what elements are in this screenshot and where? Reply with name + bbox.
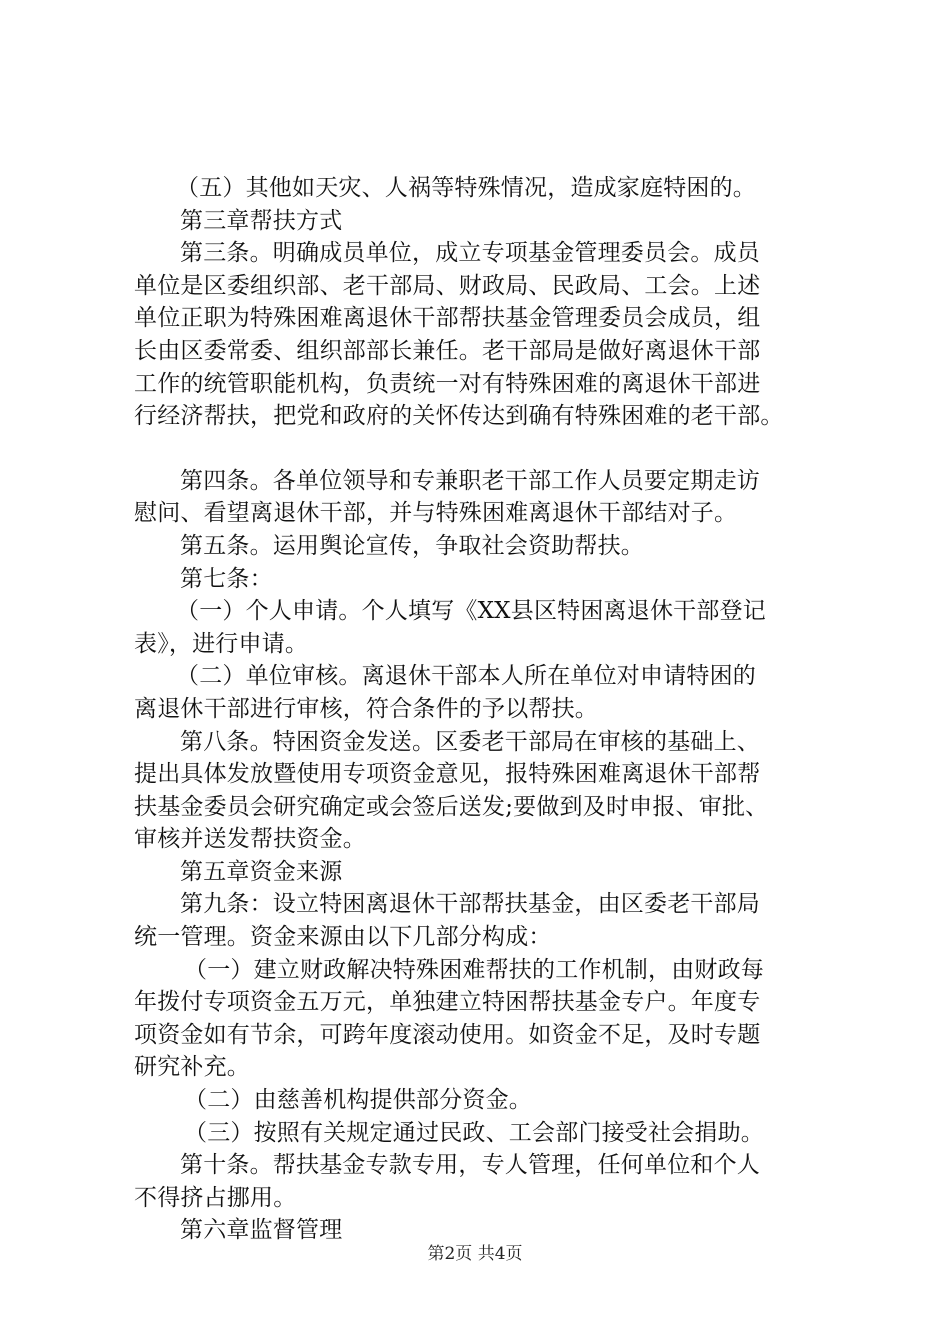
chapter-heading: 第五章资金来源 — [180, 858, 343, 885]
text-line: 长由区委常委、组织部部长兼任。老干部局是做好离退休干部 — [134, 337, 761, 364]
text-line: （三）按照有关规定通过民政、工会部门接受社会捐助。 — [184, 1119, 764, 1146]
text-line: 慰问、看望离退休干部，并与特殊困难离退休干部结对子。 — [134, 500, 738, 527]
text-line: 单位正职为特殊困难离退休干部帮扶基金管理委员会成员，组 — [134, 305, 761, 332]
page-number-footer: 第2页 共4页 — [427, 1244, 523, 1264]
text-line: 不得挤占挪用。 — [134, 1184, 297, 1211]
text-line: 第三条。明确成员单位，成立专项基金管理委员会。成员 — [180, 240, 760, 267]
text-line: 年拨付专项资金五万元，单独建立特困帮扶基金专户。年度专 — [134, 989, 761, 1016]
text-line: 第八条。特困资金发送。区委老干部局在审核的基础上、 — [180, 728, 760, 755]
text-line: 提出具体发放暨使用专项资金意见，报特殊困难离退休干部帮 — [134, 761, 761, 788]
text-line: 离退休干部进行审核，符合条件的予以帮扶。 — [134, 695, 598, 722]
text-line: （二）由慈善机构提供部分资金。 — [184, 1087, 532, 1114]
text-line: 单位是区委组织部、老干部局、财政局、民政局、工会。上述 — [134, 272, 761, 299]
text-line: （一）建立财政解决特殊困难帮扶的工作机制，由财政每 — [184, 956, 764, 983]
text-line: 第四条。各单位领导和专兼职老干部工作人员要定期走访 — [180, 467, 760, 494]
text-line: 统一管理。资金来源由以下几部分构成： — [134, 924, 552, 951]
text-line: 项资金如有节余，可跨年度滚动使用。如资金不足，及时专题 — [134, 1021, 761, 1048]
document-body — [134, 172, 834, 1247]
text-line: （一）个人申请。个人填写《XX县区特困离退休干部登记 — [176, 598, 766, 625]
text-line: （五）其他如天灾、人祸等特殊情况，造成家庭特困的。 — [176, 175, 756, 201]
text-line: 工作的统管职能机构，负责统一对有特殊困难的离退休干部进 — [134, 370, 761, 397]
text-line: 第十条。帮扶基金专款专用，专人管理，任何单位和个人 — [180, 1152, 760, 1179]
text-line: 第九条：设立特困离退休干部帮扶基金，由区委老干部局 — [180, 891, 760, 918]
text-line: 审核并送发帮扶资金。 — [134, 826, 366, 853]
text-line: 第五条。运用舆论宣传，争取社会资助帮扶。 — [180, 532, 644, 559]
text-line: 研究补充。 — [134, 1054, 250, 1081]
text-line: 第七条： — [180, 565, 273, 592]
chapter-heading: 第六章监督管理 — [180, 1217, 343, 1244]
chapter-heading: 第三章帮扶方式 — [180, 207, 343, 234]
text-line: 表》，进行申请。 — [134, 630, 309, 657]
text-line: 行经济帮扶，把党和政府的关怀传达到确有特殊困难的老干部。 — [134, 403, 784, 430]
text-line: 扶基金委员会研究确定或会签后送发;要做到及时申报、审批、 — [134, 793, 769, 820]
paragraph-gap — [134, 433, 834, 465]
text-line: （二）单位审核。离退休干部本人所在单位对申请特困的 — [176, 663, 756, 690]
